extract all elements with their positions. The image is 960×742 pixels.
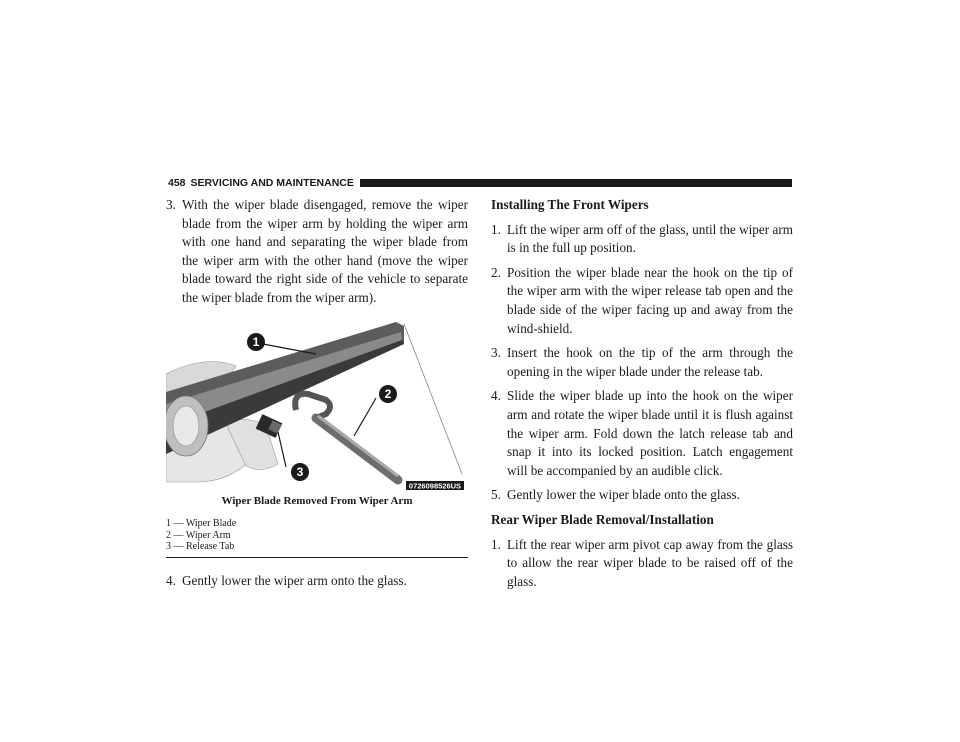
- install-step-1: [491, 221, 793, 258]
- step-number: 4.: [166, 572, 176, 588]
- legend-item: 2 — Wiper Arm: [166, 529, 231, 541]
- wiper-figure: [166, 314, 466, 490]
- page-number: 458: [168, 177, 186, 189]
- step-number: 4.: [491, 388, 501, 404]
- legend-item: 1 — Wiper Blade: [166, 518, 237, 530]
- step-number: 3.: [491, 345, 501, 361]
- step-text: Insert the hook on the tip of the arm through the opening in the wiper blade under the release tab.: [507, 345, 793, 379]
- callout-1: 1: [252, 334, 260, 349]
- legend-item: 3 — Release Tab: [166, 541, 235, 553]
- step-text: Gently lower the wiper blade onto the glass.: [507, 487, 740, 503]
- step-number: 3.: [166, 197, 176, 212]
- step-4-paragraph: [166, 572, 468, 591]
- header-rule: [360, 179, 792, 187]
- left-column: [166, 196, 468, 596]
- step-text: With the wiper blade disengaged, remove the wiper blade from the wiper arm by holding the wiper arm with one hand and separating the wiper blade from the wiper arm with the other hand (move the wiper blade toward the right side of the vehicle to separate the wiper blade from the wiper arm).: [182, 197, 468, 305]
- rear-step-1: [491, 536, 793, 592]
- step-3-paragraph: [166, 196, 468, 308]
- install-step-5: [491, 486, 793, 505]
- right-column: [491, 196, 793, 597]
- step-number: 1.: [491, 536, 501, 552]
- step-text: Lift the wiper arm off of the glass, until the wiper arm is in the full up position.: [507, 221, 793, 256]
- step-text: Gently lower the wiper arm onto the glass.: [182, 572, 407, 588]
- step-text: Lift the rear wiper arm pivot cap away from the glass to allow the rear wiper blade to be raised off of the glass.: [507, 536, 793, 589]
- section-title: SERVICING AND MAINTENANCE: [190, 177, 354, 189]
- install-step-3: [491, 344, 793, 381]
- install-step-2: [491, 264, 793, 338]
- step-number: 2.: [491, 264, 501, 280]
- step-text: Slide the wiper blade up into the hook on the wiper arm and rotate the wiper blade until it is flush against the wiper arm. Fold down the latch release tab and snap it into its locked position. Latch engagement will be accompanied by an audible click.: [507, 388, 793, 478]
- step-number: 1.: [491, 221, 501, 237]
- figure-caption: Wiper Blade Removed From Wiper Arm: [221, 494, 413, 507]
- page-header: [168, 176, 792, 190]
- callout-2: 2: [384, 386, 392, 401]
- figure-rule: [166, 557, 468, 558]
- install-step-4: [491, 387, 793, 480]
- section-heading-installing: Installing The Front Wipers: [491, 197, 649, 212]
- callout-3: 3: [296, 464, 304, 479]
- wiper-illustration: [166, 314, 466, 490]
- section-heading-rear: Rear Wiper Blade Removal/Installation: [491, 511, 714, 527]
- step-number: 5.: [491, 487, 501, 503]
- figure-code: 0726098526US: [408, 481, 462, 490]
- figure-legend: [166, 518, 468, 553]
- step-text: Position the wiper blade near the hook on the tip of the wiper arm with the wiper release tab open and the blade side of the wiper facing up and away from the wind-shield.: [507, 264, 793, 336]
